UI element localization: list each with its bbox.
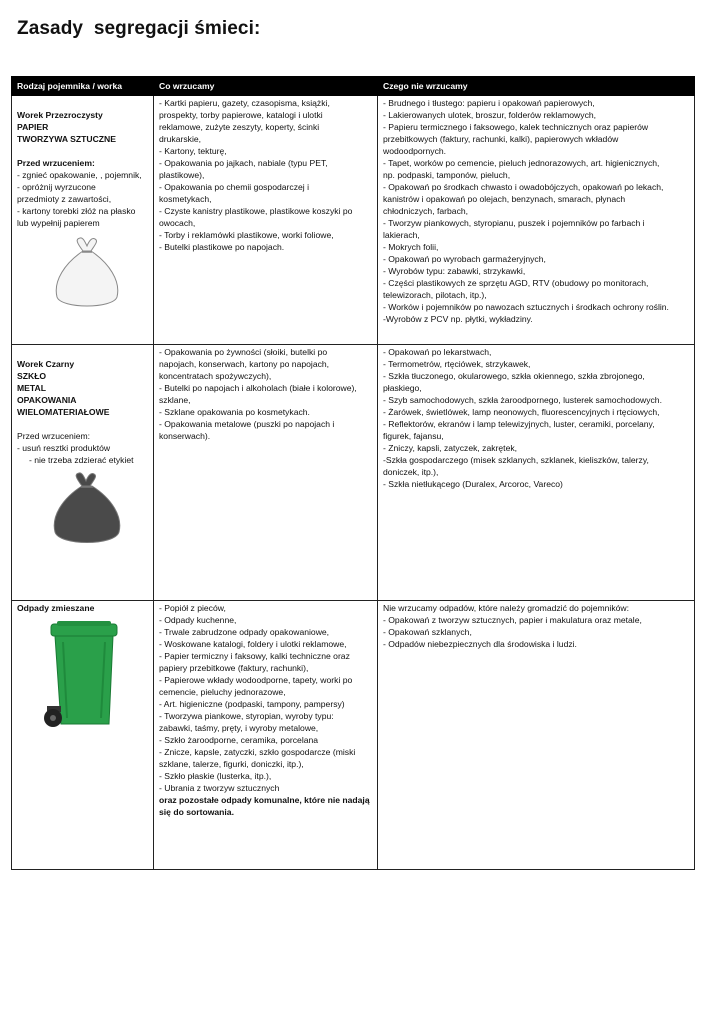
list-item: doniczek, itp.), (383, 467, 439, 477)
list-item: wodoodpornych. (383, 146, 447, 156)
segregation-table (11, 76, 695, 870)
list-item: konserwach). (159, 431, 211, 441)
list-item: - Kartki papieru, gazety, czasopisma, książki, (159, 98, 330, 108)
list-item: - Papieru termicznego i faksowego, kalek technicznych oraz papierów (383, 122, 649, 132)
before-heading: Przed wrzuceniem: (17, 431, 91, 441)
list-item: cemencie, pieluchy jednorazowe, (159, 687, 286, 697)
header-what-we-throw: Co wrzucamy (154, 77, 378, 96)
container-category: SZKŁO (17, 371, 47, 381)
table-row (12, 601, 695, 870)
list-item: - Reflektorów, ekranów i lamp telewizyjnych, luster, ceramiki, porcelany, (383, 419, 655, 429)
list-item: - Mokrych folii, (383, 242, 439, 252)
list-item: - Odpady kuchenne, (159, 615, 237, 625)
list-item: - Opakowania metalowe (puszki po napojach i (159, 419, 335, 429)
container-category: TWORZYWA SZTUCZNE (17, 134, 116, 144)
list-item: - Lakierowanych ulotek, broszur, folderów reklamowych, (383, 110, 597, 120)
list-item: - Torby i reklamówki plastikowe, worki foliowe, (159, 230, 334, 240)
header-what-we-dont-throw: Czego nie wrzucamy (378, 77, 695, 96)
header-container-type: Rodzaj pojemnika / worka (12, 77, 154, 96)
list-item: - Papier termiczny i faksowy, kalki techniczne oraz (159, 651, 350, 661)
list-item: przebitkowych (faktury, rachunki, kalki), papierowych wkładów (383, 134, 619, 144)
transparent-bag-icon (47, 233, 127, 313)
list-item: koncentratach spożywczych), (159, 371, 272, 381)
list-item: - Opakowań szklanych, (383, 627, 472, 637)
list-item-bold: się do sortowania. (159, 807, 234, 817)
list-item: - Szkła nietłukącego (Duralex, Arcoroc, Vareco) (383, 479, 563, 489)
table-row (12, 96, 695, 345)
container-category: OPAKOWANIA (17, 395, 77, 405)
list-item: płaskiego, (383, 383, 422, 393)
list-item: - Szyb samochodowych, szkła żaroodpornego, lusterek samochodowych. (383, 395, 662, 405)
list-item: - Wyrobów typu: zabawki, strzykawki, (383, 266, 526, 276)
before-instruction: przedmioty z zawartości, (17, 194, 112, 204)
container-name: Odpady zmieszane (17, 603, 95, 613)
accepted-items-cell (154, 345, 378, 601)
list-item: - Art. higieniczne (podpaski, tampony, pampersy) (159, 699, 345, 709)
container-cell (12, 601, 154, 870)
rejected-items-cell (378, 601, 695, 870)
list-item: - Trwale zabrudzone odpady opakowaniowe, (159, 627, 330, 637)
list-item: figurek, fajansu, (383, 431, 444, 441)
list-item-bold: oraz pozostałe odpady komunalne, które nie nadają (159, 795, 370, 805)
list-item: - Szklane opakowania po kosmetykach. (159, 407, 310, 417)
list-item: - Opakowań po lekarstwach, (383, 347, 492, 357)
container-cell (12, 345, 154, 601)
table-header-row (12, 77, 695, 96)
list-item: - Szkło płaskie (lusterka, itp.), (159, 771, 272, 781)
list-item: drukarskie, (159, 134, 202, 144)
container-category: WIELOMATERIAŁOWE (17, 407, 110, 417)
list-item: - Tworzywa piankowe, styropian, wyroby typu: (159, 711, 334, 721)
list-item: - Tworzyw piankowych, styropianu, puszek i pojemników po farbach i (383, 218, 645, 228)
list-item: prospekty, torby papierowe, katalogi i ulotki (159, 110, 323, 120)
list-item: - Worków i pojemników po nawozach sztucznych i środkach ochrony roślin. (383, 302, 669, 312)
list-item: - Ubrania z tworzyw sztucznych (159, 783, 280, 793)
before-instruction: - nie trzeba zdzierać etykiet (17, 455, 134, 465)
list-item: np. podpaski, tamponów, pieluch, (383, 170, 511, 180)
list-item: - Butelki po napojach i alkoholach (białe i kolorowe), (159, 383, 357, 393)
list-item: szklane, talerze, figurki, doniczki, itp.), (159, 759, 304, 769)
list-item: kanistrów i opakowań po olejach, benzynach, smarach, płynach (383, 194, 626, 204)
list-item: chłodniczych, farbach, (383, 206, 469, 216)
before-instruction: - opróżnij wyrzucone (17, 182, 96, 192)
list-item: - Szkło żaroodporne, ceramika, porcelana (159, 735, 319, 745)
list-item: - Opakowań po wyrobach garmażeryjnych, (383, 254, 546, 264)
before-instruction: - usuń resztki produktów (17, 443, 111, 453)
list-item: owocach, (159, 218, 196, 228)
list-item: zabawki, taśmy, pręty, i wyroby metalowe, (159, 723, 319, 733)
list-item: reklamowe, zużyte zeszyty, koperty, ścinki (159, 122, 320, 132)
list-item: - Znicze, kapsle, zatyczki, szkło gospodarcze (miski (159, 747, 356, 757)
container-name: Worek Przezroczysty (17, 110, 103, 120)
container-category: PAPIER (17, 122, 49, 132)
page-title: Zasady segregacji śmieci: (17, 18, 261, 39)
container-category: METAL (17, 383, 46, 393)
list-item: lakierach, (383, 230, 420, 240)
accepted-items-cell (154, 601, 378, 870)
container-name: Worek Czarny (17, 359, 75, 369)
list-item: plastikowe), (159, 170, 205, 180)
list-item: napojach, konserwach, kartony po napojach, (159, 359, 330, 369)
before-heading: Przed wrzuceniem: (17, 158, 95, 168)
list-item: - Odpadów niebezpiecznych dla środowiska i ludzi. (383, 639, 577, 649)
list-item: - Szkła tłuczonego, okularowego, szkła okiennego, szkła zbrojonego, (383, 371, 645, 381)
list-item: papiery przebitkowe (faktury, rachunki), (159, 663, 309, 673)
list-item: - Zniczy, kapsli, zatyczek, zakrętek, (383, 443, 518, 453)
list-item: - Części plastikowych ze sprzętu AGD, RTV (obudowy po monitorach, (383, 278, 649, 288)
list-item: - Opakowania po chemii gospodarczej i (159, 182, 309, 192)
list-item: -Wyrobów z PCV np. płytki, wykładziny. (383, 314, 533, 324)
list-item: - Tapet, worków po cemencie, pieluch jednorazowych, art. higienicznych, (383, 158, 660, 168)
list-item: - Kartony, tekturę, (159, 146, 227, 156)
list-item: - Popiół z pieców, (159, 603, 226, 613)
list-item: - Opakowań po środkach chwasto i owadobójczych, opakowań po lekach, (383, 182, 664, 192)
rejected-items-cell (378, 96, 695, 345)
list-item: kosmetykach, (159, 194, 212, 204)
list-item: telewizorach, pilotach, itp.), (383, 290, 487, 300)
before-instruction: lub wypełnij papierem (17, 218, 100, 228)
rejected-items-cell (378, 345, 695, 601)
before-instruction: - zgnieć opakowanie, , pojemnik, (17, 170, 142, 180)
list-item: - Butelki plastikowe po napojach. (159, 242, 285, 252)
container-cell (12, 96, 154, 345)
list-item: - Opakowań z tworzyw sztucznych, papier i makulatura oraz metale, (383, 615, 642, 625)
list-item: - Opakowania po jajkach, nabiale (typu PET, (159, 158, 328, 168)
before-instruction: - kartony torebki złóż na płasko (17, 206, 136, 216)
list-item: - Brudnego i tłustego: papieru i opakowań papierowych, (383, 98, 595, 108)
list-item: - Opakowania po żywności (słoiki, butelki po (159, 347, 328, 357)
list-item: - Woskowane katalogi, foldery i ulotki reklamowe, (159, 639, 347, 649)
black-bag-icon (47, 470, 127, 550)
accepted-items-cell (154, 96, 378, 345)
list-item: - Papierowe wkłady wodoodporne, tapety, worki po (159, 675, 353, 685)
list-item: -Szkła gospodarczego (misek szklanych, szklanek, kieliszków, talerzy, (383, 455, 649, 465)
list-item: - Żarówek, świetlówek, lamp neonowych, fluorescencyjnych i rtęciowych, (383, 407, 660, 417)
list-item: - Termometrów, rtęciówek, strzykawek, (383, 359, 531, 369)
green-wheelie-bin-icon (43, 620, 123, 732)
list-item: Nie wrzucamy odpadów, które należy gromadzić do pojemników: (383, 603, 629, 613)
list-item: szklane, (159, 395, 191, 405)
table-row (12, 345, 695, 601)
list-item: - Czyste kanistry plastikowe, plastikowe koszyki po (159, 206, 353, 216)
